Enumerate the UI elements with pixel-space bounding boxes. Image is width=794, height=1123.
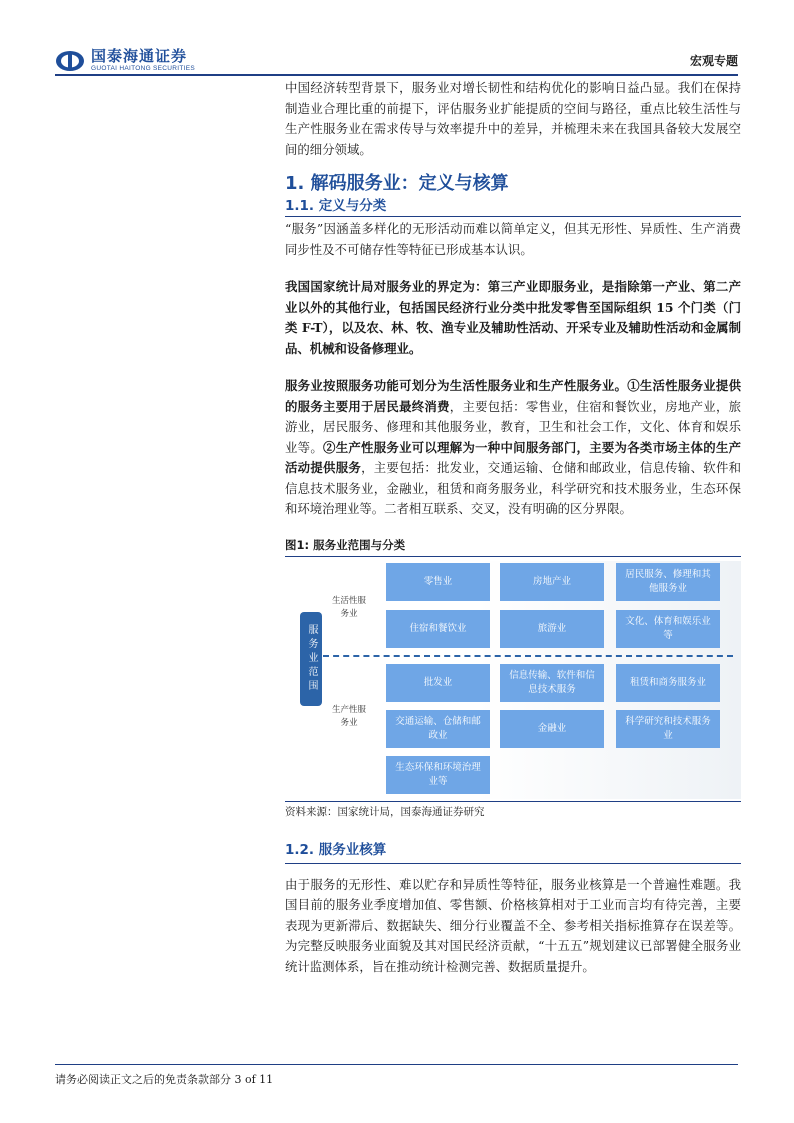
subsection-rule-accounting	[285, 863, 741, 864]
nbs-definition-paragraph: 我国国家统计局对服务业的界定为：第三产业即服务业，是指除第一产业、第二产业以外的其他行业，包括国民经济行业分类中批发零售至国际组织 15 个门类（门类 F-T），以及农、林、牧、渔专业及辅助性活动、开采专业及辅助性活动和金属制品、机械和设备修理业。	[285, 279, 741, 356]
diagram-box-real-estate: 房地产业	[500, 563, 604, 601]
figure-source: 资料来源：国家统计局，国泰海通证券研究	[285, 801, 741, 819]
header-divider	[55, 74, 738, 76]
services-classification-diagram	[285, 561, 741, 799]
services-scope-label: 服务业范围	[300, 612, 322, 706]
subsection-heading-accounting: 1.2. 服务业核算	[285, 841, 387, 858]
logo-name-cn: 国泰海通证券	[91, 47, 188, 65]
diagram-box-wholesale: 批发业	[386, 664, 490, 702]
diagram-box-finance: 金融业	[500, 710, 604, 748]
diagram-box-it-services: 信息传输、软件和信息技术服务	[500, 664, 604, 702]
section-heading: 1. 解码服务业：定义与核算	[285, 173, 509, 194]
producer-services-label: 生产性服务业	[331, 704, 366, 728]
diagram-box-transport: 交通运输、仓储和邮政业	[386, 710, 490, 748]
footer-divider	[55, 1064, 738, 1065]
report-category: 宏观专题	[689, 54, 738, 68]
page-header	[0, 0, 794, 80]
logo-mark-icon	[55, 50, 85, 72]
diagram-box-environment: 生态环保和环境治理业等	[386, 756, 490, 794]
subsection-rule	[285, 216, 741, 217]
consumer-services-label: 生活性服务业	[331, 595, 366, 619]
diagram-box-resident-services: 居民服务、修理和其他服务业	[616, 563, 720, 601]
diagram-box-tourism: 旅游业	[500, 610, 604, 648]
producer-services-lead: ②生产性服务业可以理解为一种中间服务部门，主要为各类市场主体的生产活动提供服务	[285, 439, 742, 475]
subsection-heading-definition: 1.1. 定义与分类	[285, 198, 387, 214]
consumer-services-list: ，主要包括：零售业，住宿和餐饮业，房地产业，旅游业，居民服务、修理和其他服务业，教育，卫生和社会工作，文化、体育和娱乐业等。	[285, 398, 742, 455]
diagram-box-culture-sports: 文化、体育和娱乐业等	[616, 610, 720, 648]
main-content	[285, 78, 741, 977]
footer-disclaimer: 请务必阅读正文之后的免责条款部分 3 of 11	[55, 1073, 274, 1086]
diagram-box-accommodation: 住宿和餐饮业	[386, 610, 490, 648]
classification-paragraph	[285, 376, 741, 520]
diagram-box-research: 科学研究和技术服务业	[616, 710, 720, 748]
consumer-services-lead: 服务业按照服务功能可划分为生活性服务业和生产性服务业。①生活性服务业提供的服务主要用于居民最终消费	[285, 378, 741, 414]
figure-title-rule	[285, 556, 741, 557]
category-divider	[323, 655, 733, 657]
producer-services-list: ，主要包括：批发业，交通运输、仓储和邮政业，信息传输、软件和信息技术服务业，金融业，租赁和商务服务业，科学研究和技术服务业，生态环保和环境治理业等。二者相互联系、交叉，没有明确的区分界限。	[285, 460, 742, 516]
diagram-box-leasing: 租赁和商务服务业	[616, 664, 720, 702]
logo-name-en: GUOTAI HAITONG SECURITIES	[91, 65, 196, 72]
figure-title: 图1: 服务业范围与分类	[285, 537, 406, 552]
accounting-paragraph: 由于服务的无形性、难以贮存和异质性等特征，服务业核算是一个普遍性难题。我国目前的服务业季度增加值、零售额、价格核算相对于工业而言均有待完善，主要表现为更新滞后、数据缺失、细分行业覆盖不全、参考相关指标推算存在误差等。为完整反映服务业面貌及其对国民经济贡献，“十五五”规划建议已部署健全服务业统计监测体系，旨在推动统计检测完善、数据质量提升。	[285, 876, 741, 974]
definition-paragraph: “服务”因涵盖多样化的无形活动而难以简单定义，但其无形性、异质性、生产消费同步性及不可储存性等特征已形成基本认识。	[285, 221, 741, 257]
intro-paragraph: 中国经济转型背景下，服务业对增长韧性和结构优化的影响日益凸显。我们在保持制造业合理比重的前提下，评估服务业扩能提质的空间与路径，重点比较生活性与生产性服务业在需求传导与效率提升中的差异，并梳理未来在我国具备较大发展空间的细分领域。	[285, 80, 741, 157]
company-logo	[55, 49, 195, 73]
diagram-box-retail: 零售业	[386, 563, 490, 601]
